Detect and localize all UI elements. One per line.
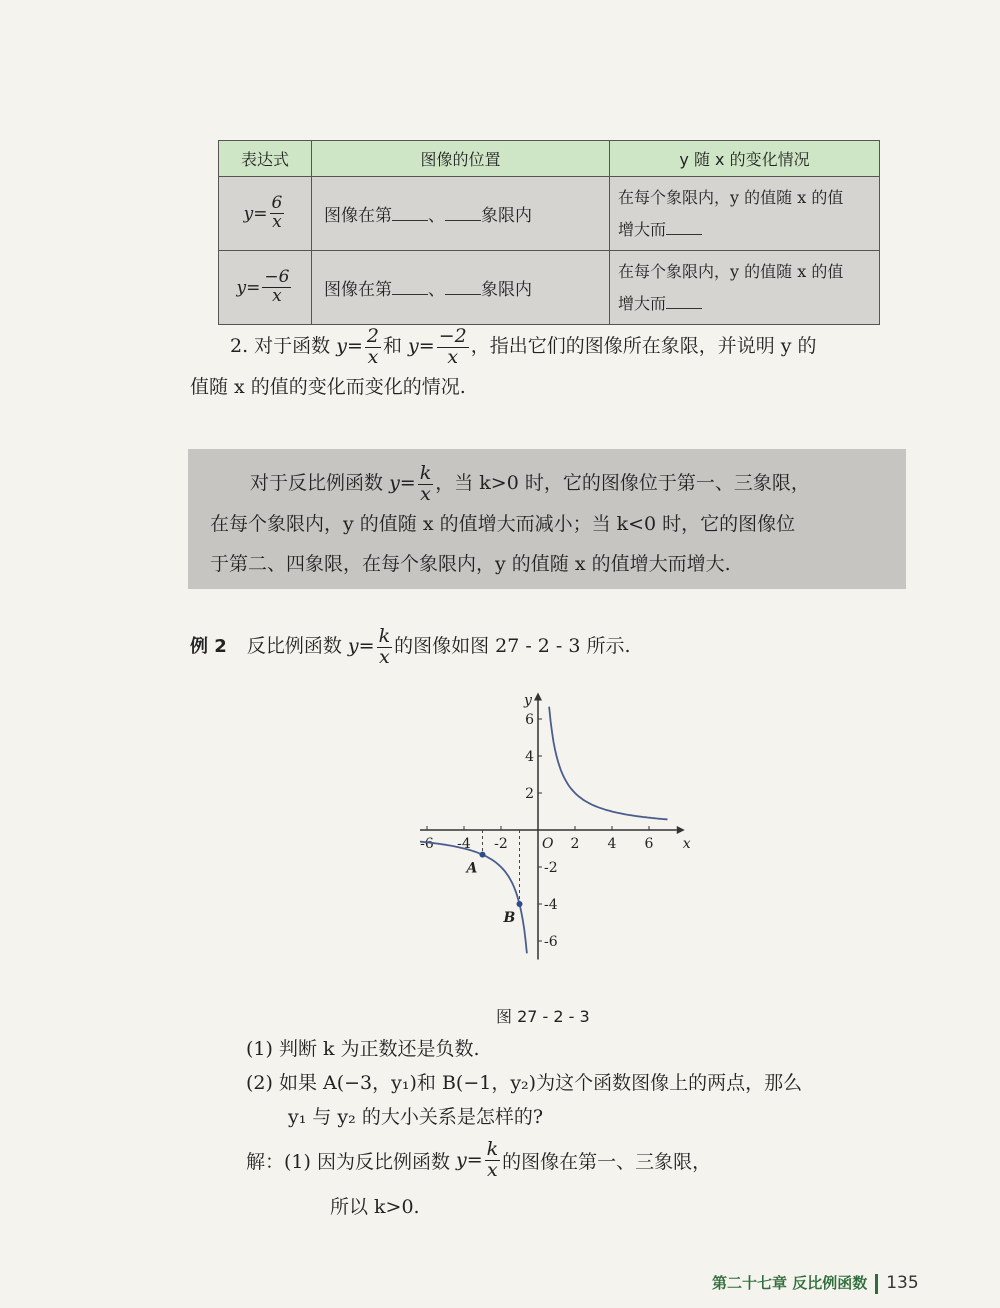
summary-text: 于第二、四象限，在每个象限内，y 的值随 x 的值增大而增大. xyxy=(210,553,731,576)
example-lead: 反比例函数 xyxy=(246,635,342,657)
func2-lhs: y= xyxy=(408,335,435,357)
position-cell xyxy=(312,177,610,251)
x-tick-label: 6 xyxy=(644,836,654,852)
position-text: 图像在第 xyxy=(324,206,392,226)
point-A xyxy=(480,852,486,858)
point-B xyxy=(517,901,523,907)
q2-and: 和 xyxy=(382,335,402,357)
fill-blank[interactable] xyxy=(392,280,428,295)
summary-table xyxy=(218,140,880,325)
solution-line2: 所以 k>0. xyxy=(330,1196,420,1218)
denominator: x xyxy=(420,482,431,505)
question-2-line1: (2) 如果 A(−3，y₁)和 B(−1，y₂)为这个函数图像上的两点，那么 xyxy=(246,1072,803,1094)
y-tick-label: 6 xyxy=(525,712,534,728)
page-footer xyxy=(712,1272,919,1294)
fraction xyxy=(270,195,285,232)
summary-text: 在每个象限内，y 的值随 x 的值增大而减小；当 k<0 时，它的图像位 xyxy=(210,513,796,536)
question-2-line2: y₁ 与 y₂ 的大小关系是怎样的? xyxy=(288,1106,544,1128)
y-tick-label: -6 xyxy=(544,934,558,950)
change-text: 增大而 xyxy=(618,293,667,313)
hyperbola-graph xyxy=(420,688,700,978)
numerator: −6 xyxy=(264,267,290,288)
solution-lead: 解：(1) 因为反比例函数 xyxy=(246,1150,450,1173)
denominator: x xyxy=(447,345,459,368)
solution-text: 的图像在第一、三象限， xyxy=(502,1150,712,1173)
numerator: −2 xyxy=(438,324,467,347)
hyperbola-branch-q1 xyxy=(549,707,667,820)
position-text: 象限内 xyxy=(481,206,532,226)
fraction xyxy=(437,324,469,368)
solution-line1 xyxy=(246,1140,711,1181)
x-tick-label: -4 xyxy=(457,836,471,852)
x-tick-label: 4 xyxy=(607,836,617,852)
fraction xyxy=(365,324,381,368)
position-cell xyxy=(312,251,610,325)
change-text: 增大而 xyxy=(618,219,667,239)
fraction xyxy=(485,1140,501,1181)
denominator: x xyxy=(367,345,379,368)
fraction xyxy=(418,461,434,505)
expression-cell xyxy=(219,177,312,251)
summary-box xyxy=(188,449,906,589)
expression-cell xyxy=(219,251,312,325)
hyperbola-branch-q3 xyxy=(420,841,527,953)
question-2 xyxy=(190,326,910,407)
table-header: 表达式 xyxy=(219,141,312,177)
summary-lhs: y= xyxy=(389,472,416,494)
example-label: 例 2 xyxy=(190,636,227,657)
expr-lhs: y= xyxy=(243,203,268,224)
origin-label: O xyxy=(542,836,554,852)
y-axis-arrow xyxy=(534,693,542,701)
chapter-title: 第二十七章 反比例函数 xyxy=(712,1274,868,1292)
q2-text: 值随 x 的值的变化而变化的情况. xyxy=(190,376,466,399)
point-label-A: A xyxy=(466,860,478,877)
separator: 、 xyxy=(428,280,445,300)
fill-blank[interactable] xyxy=(666,294,702,309)
x-axis-arrow xyxy=(677,826,685,834)
expr-lhs: y= xyxy=(236,277,261,298)
denominator: x xyxy=(272,286,282,306)
x-tick-label: 2 xyxy=(570,836,580,852)
denominator: x xyxy=(487,1158,498,1181)
solution-lhs: y= xyxy=(455,1149,483,1172)
summary-lead: 对于反比例函数 xyxy=(250,472,384,494)
table-row xyxy=(219,177,880,251)
numerator: 6 xyxy=(271,193,283,214)
numerator: k xyxy=(419,461,432,484)
fill-blank[interactable] xyxy=(445,206,481,221)
fraction xyxy=(262,269,291,306)
position-text: 象限内 xyxy=(481,280,532,300)
x-tick-label: -2 xyxy=(494,836,508,852)
y-tick-label: -2 xyxy=(544,860,558,876)
table-row xyxy=(219,251,880,325)
q2-text: ，指出它们的图像所在象限，并说明 y 的 xyxy=(470,335,817,357)
question-1: (1) 判断 k 为正数还是负数. xyxy=(246,1038,480,1060)
fill-blank[interactable] xyxy=(445,280,481,295)
table-header: 图像的位置 xyxy=(312,141,610,177)
summary-text: ，当 k>0 时，它的图像位于第一、三象限， xyxy=(435,472,810,494)
example-lhs: y= xyxy=(347,635,375,657)
func1-lhs: y= xyxy=(336,335,363,357)
y-tick-label: -4 xyxy=(544,897,558,913)
footer-divider xyxy=(875,1274,878,1294)
fill-blank[interactable] xyxy=(392,206,428,221)
y-tick-label: 4 xyxy=(525,749,534,765)
change-cell xyxy=(610,177,880,251)
x-axis-label: x xyxy=(682,836,691,852)
change-text: 在每个象限内，y 的值随 x 的值 xyxy=(618,261,844,281)
example-text: 的图像如图 27 - 2 - 3 所示. xyxy=(394,635,631,657)
position-text: 图像在第 xyxy=(324,280,392,300)
y-tick-label: 2 xyxy=(525,786,534,802)
page-number: 135 xyxy=(886,1273,919,1293)
figure-caption: 图 27 - 2 - 3 xyxy=(496,1007,590,1026)
denominator: x xyxy=(378,645,390,668)
fill-blank[interactable] xyxy=(666,220,702,235)
x-tick-label: -6 xyxy=(420,836,434,852)
fraction xyxy=(377,624,393,668)
table-header: y 随 x 的变化情况 xyxy=(610,141,880,177)
numerator: k xyxy=(378,624,391,647)
change-text: 在每个象限内，y 的值随 x 的值 xyxy=(618,187,844,207)
numerator: k xyxy=(486,1138,499,1160)
separator: 、 xyxy=(428,206,445,226)
point-label-B: B xyxy=(503,910,516,926)
denominator: x xyxy=(272,212,282,232)
numerator: 2 xyxy=(366,324,379,347)
example-2 xyxy=(190,626,910,667)
q2-lead: 2. 对于函数 xyxy=(230,335,331,357)
y-axis-label: y xyxy=(524,692,532,709)
change-cell xyxy=(610,251,880,325)
